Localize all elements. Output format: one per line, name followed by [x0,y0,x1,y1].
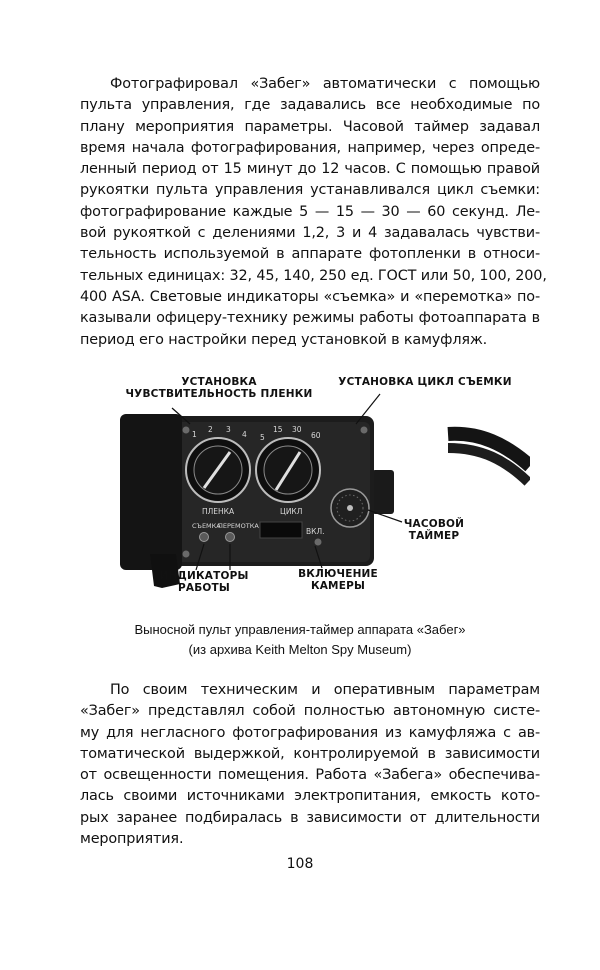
text-line: от освещенности помещения. Работа «Забега» обеспечива- [80,767,540,784]
scale-label: 3 [226,425,231,434]
camera-switch [260,522,302,538]
paragraph-2 [80,680,540,850]
paragraph-1 [80,74,547,351]
dial-label: ЦИКЛ [280,507,303,516]
dial-label: ПЛЕНКА [202,507,235,516]
text-line: казывали офицеру-технику режимы работы фотоаппарата в [80,310,540,327]
text-line: лась своими источниками электропитания, емкость кото- [80,788,540,805]
label-timer: ЧАСОВОЙ ТАЙМЕР [403,518,465,542]
scale-label: 5 [260,433,265,442]
scale-label: 2 [208,425,213,434]
indicator-lamp-icon [200,533,209,542]
scale-label: 60 [311,431,321,440]
switch-label: ВКЛ. [306,527,325,536]
scale-label: 4 [242,430,247,439]
text-line: Фотографировал «Забег» автоматически с помощью [110,76,540,92]
text-line: период его настройки перед установкой в камуфляж. [80,331,488,348]
text-line: 400 ASA. Световые индикаторы «съемка» и «перемотка» по- [80,288,540,305]
scale-label: 15 [273,425,283,434]
indicator-lamp-icon [226,533,235,542]
text-line: вой рукояткой с делениями 1,2, 3 и 4 задавалась чувстви- [80,225,540,242]
text-line: рых заранее подбиралась в зависимости от длительности [80,809,540,826]
device-photo [110,374,530,614]
text-line: «Забег» представлял собой полностью автономную систе- [80,703,540,720]
screw-icon [315,539,322,546]
label-cycle: УСТАНОВКА ЦИКЛ СЪЕМКИ [338,376,512,388]
figure-caption [60,620,540,660]
text-line: тельность используемой в аппарате фотопленки в относи- [80,246,540,263]
caption-line: Выносной пульт управления-таймер аппарата «Забег» [134,622,466,637]
scale-label: 30 [292,425,302,434]
caption-line: (из архива Keith Melton Spy Museum) [188,642,412,657]
text-line: время начала фотографирования, например, через опреде- [80,139,540,156]
indicator-label: СЪЕМКА [192,522,221,530]
screw-icon [183,551,190,558]
page-number: 108 [286,856,314,872]
screw-icon [183,427,190,434]
scale-label: 1 [192,430,197,439]
text-line: тельных единицах: 32, 45, 140, 250 ед. ГОСТ или 50, 100, 200, [80,267,547,284]
text-line: По своим техническим и оперативным параметрам [110,682,540,698]
indicator-label: ПЕРЕМОТКА [218,522,259,530]
label-indicators: ИНДИКАТОРЫ РАБОТЫ [159,570,249,594]
text-line: мероприятия. [80,831,184,848]
text-line: пульта управления, где задавались все необходимые по [80,97,540,114]
text-line: рукоятки пульта управления устанавливался цикл съемки: [80,182,540,199]
screw-icon [361,427,368,434]
label-camera-on: ВКЛЮЧЕНИЕ КАМЕРЫ [298,568,378,592]
label-sensitivity: УСТАНОВКА ЧУВСТВИТЕЛЬНОСТЬ ПЛЕНКИ [125,376,313,400]
text-line: томатической выдержкой, контролируемой в зависимости [80,745,540,762]
text-line: плану мероприятия параметры. Часовой таймер задавал [80,118,540,135]
text-line: фотографирование каждые 5 — 15 — 30 — 60 секунд. Ле- [80,203,540,220]
text-line: ленный период от 15 минут до 12 часов. С помощью правой [80,161,540,178]
text-line: му для негласного фотографирования из камуфляжа с ав- [80,724,540,741]
